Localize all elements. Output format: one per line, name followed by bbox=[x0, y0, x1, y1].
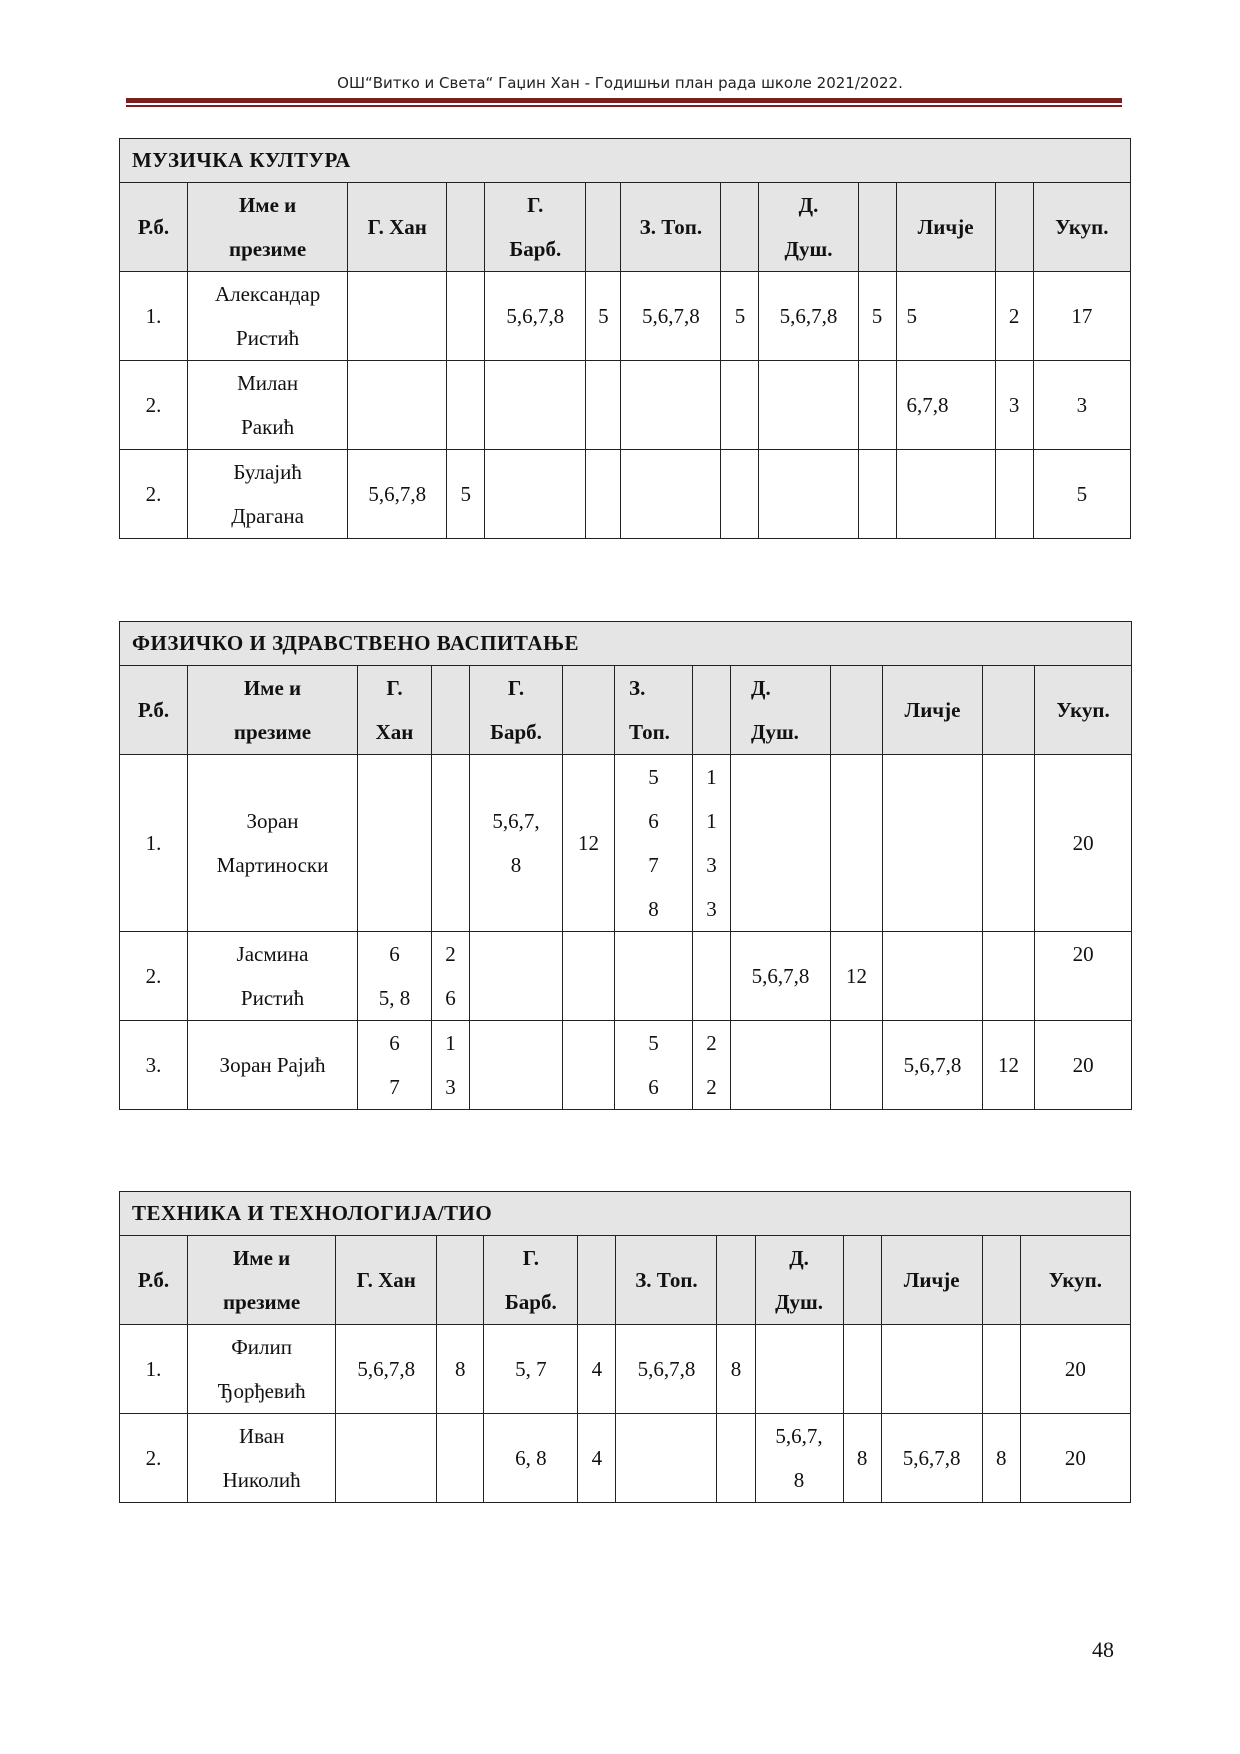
header-cell bbox=[717, 1236, 755, 1325]
header-cell: Личје bbox=[881, 1236, 982, 1325]
table-cell bbox=[995, 450, 1033, 539]
table-cell bbox=[759, 361, 858, 450]
table-cell: 8 bbox=[843, 1414, 881, 1503]
table-cell: 6, 8 bbox=[484, 1414, 578, 1503]
header-cell: Укуп. bbox=[1033, 183, 1130, 272]
header-cell: Име и презиме bbox=[188, 666, 358, 755]
table-cell: 5,6,7,8 bbox=[485, 272, 586, 361]
table-cell: 20 bbox=[1020, 1414, 1130, 1503]
table-cell bbox=[615, 932, 693, 1021]
table-cell: 1. bbox=[120, 272, 188, 361]
table-cell bbox=[896, 450, 995, 539]
physical-education-table bbox=[119, 621, 1132, 1110]
table-cell: 17 bbox=[1033, 272, 1130, 361]
header-cell: Д. Душ. bbox=[755, 1236, 843, 1325]
table-row bbox=[120, 272, 1131, 361]
header-cell bbox=[831, 666, 883, 755]
header-cell: Г. Хан bbox=[348, 183, 447, 272]
header-cell: Укуп. bbox=[1035, 666, 1132, 755]
table-cell: Филип Ђорђевић bbox=[188, 1325, 336, 1414]
table-cell: 5 6 bbox=[615, 1021, 693, 1110]
header-cell bbox=[432, 666, 470, 755]
header-cell: Г. Хан bbox=[358, 666, 432, 755]
header-cell bbox=[843, 1236, 881, 1325]
table-cell bbox=[586, 450, 621, 539]
table-cell bbox=[447, 272, 485, 361]
table-cell: Зоран Мартиноски bbox=[188, 755, 358, 932]
table-cell: Александар Ристић bbox=[188, 272, 348, 361]
table-cell bbox=[470, 932, 563, 1021]
table-cell: 1. bbox=[120, 755, 188, 932]
table-cell: 20 bbox=[1035, 755, 1132, 932]
table-cell bbox=[721, 361, 759, 450]
table-row bbox=[120, 1414, 1131, 1503]
table-cell: 5,6,7,8 bbox=[616, 1325, 717, 1414]
header-cell: Г. Барб. bbox=[484, 1236, 578, 1325]
table-cell bbox=[731, 1021, 831, 1110]
table-cell: 5, 7 bbox=[484, 1325, 578, 1414]
table-cell: 3. bbox=[120, 1021, 188, 1110]
table-cell: 8 bbox=[717, 1325, 755, 1414]
table-cell: 5 bbox=[721, 272, 759, 361]
table-cell bbox=[358, 755, 432, 932]
header-cell bbox=[858, 183, 896, 272]
table-cell: 12 bbox=[983, 1021, 1035, 1110]
table-cell bbox=[721, 450, 759, 539]
table-cell bbox=[693, 932, 731, 1021]
table-row bbox=[120, 1021, 1132, 1110]
table-cell: 20 bbox=[1035, 932, 1132, 1021]
header-cell bbox=[563, 666, 615, 755]
table-row bbox=[120, 932, 1132, 1021]
table-cell: 1 1 3 3 bbox=[693, 755, 731, 932]
table-cell: 3 bbox=[1033, 361, 1130, 450]
header-cell: Г. Барб. bbox=[485, 183, 586, 272]
table-cell bbox=[432, 755, 470, 932]
table-cell: 2. bbox=[120, 932, 188, 1021]
table-cell: 5,6,7, 8 bbox=[755, 1414, 843, 1503]
header-cell: З. Топ. bbox=[621, 183, 721, 272]
table-cell: Зоран Рајић bbox=[188, 1021, 358, 1110]
header-cell bbox=[995, 183, 1033, 272]
table-cell: 12 bbox=[563, 755, 615, 932]
header-cell: Личје bbox=[896, 183, 995, 272]
table-cell bbox=[831, 1021, 883, 1110]
table-cell: 5,6,7,8 bbox=[881, 1414, 982, 1503]
table-cell: 8 bbox=[437, 1325, 484, 1414]
header-cell bbox=[721, 183, 759, 272]
table-cell: 2 2 bbox=[693, 1021, 731, 1110]
table-cell: 5 bbox=[858, 272, 896, 361]
header-cell: З. Топ. bbox=[616, 1236, 717, 1325]
table-cell bbox=[616, 1414, 717, 1503]
table-cell bbox=[348, 361, 447, 450]
table-cell: 2. bbox=[120, 1414, 188, 1503]
table-cell bbox=[470, 1021, 563, 1110]
technology-table bbox=[119, 1191, 1131, 1503]
table-cell bbox=[982, 1325, 1020, 1414]
header-cell: З. Топ. bbox=[615, 666, 693, 755]
table-cell: 1 3 bbox=[432, 1021, 470, 1110]
table-cell: 2. bbox=[120, 361, 188, 450]
table-cell bbox=[717, 1414, 755, 1503]
table-cell bbox=[755, 1325, 843, 1414]
header-cell: Р.б. bbox=[120, 1236, 188, 1325]
table-cell bbox=[348, 272, 447, 361]
header-cell: Г. Хан bbox=[336, 1236, 437, 1325]
header-cell: Име и презиме bbox=[188, 183, 348, 272]
table-cell: 6 7 bbox=[358, 1021, 432, 1110]
table-cell: 5 bbox=[1033, 450, 1130, 539]
header-cell: Д. Душ. bbox=[759, 183, 858, 272]
table-cell: 8 bbox=[982, 1414, 1020, 1503]
table-cell: 2. bbox=[120, 450, 188, 539]
header-cell bbox=[983, 666, 1035, 755]
header-cell bbox=[447, 183, 485, 272]
header-cell bbox=[586, 183, 621, 272]
table-cell bbox=[759, 450, 858, 539]
header-cell bbox=[578, 1236, 616, 1325]
table-cell bbox=[983, 932, 1035, 1021]
table-cell bbox=[983, 755, 1035, 932]
table-cell: 6,7,8 bbox=[896, 361, 995, 450]
table-cell: 5,6,7,8 bbox=[759, 272, 858, 361]
header-rule-thick bbox=[126, 98, 1122, 103]
header-text: ОШ“Витко и Света“ Гаџин Хан - Годишњи план рада школе 2021/2022. bbox=[337, 74, 903, 92]
table-cell bbox=[563, 1021, 615, 1110]
music-table bbox=[119, 138, 1131, 539]
table-cell: Јасмина Ристић bbox=[188, 932, 358, 1021]
header-cell bbox=[437, 1236, 484, 1325]
table-cell: 3 bbox=[995, 361, 1033, 450]
table-cell: 2 bbox=[995, 272, 1033, 361]
header-cell: Р.б. bbox=[120, 183, 188, 272]
table-cell: 5 bbox=[447, 450, 485, 539]
table-cell bbox=[336, 1414, 437, 1503]
table-cell bbox=[883, 932, 983, 1021]
table-cell bbox=[731, 755, 831, 932]
table-row bbox=[120, 755, 1132, 932]
table-cell bbox=[563, 932, 615, 1021]
table-cell bbox=[621, 450, 721, 539]
table-cell bbox=[858, 450, 896, 539]
table-cell: 6 5, 8 bbox=[358, 932, 432, 1021]
table-title: МУЗИЧКА КУЛТУРА bbox=[120, 139, 1131, 183]
table-cell bbox=[437, 1414, 484, 1503]
table-cell: 4 bbox=[578, 1325, 616, 1414]
table-cell: 1. bbox=[120, 1325, 188, 1414]
table-cell: 5,6,7, 8 bbox=[470, 755, 563, 932]
table-title: ТЕХНИКА И ТЕХНОЛОГИЈА/ТИО bbox=[120, 1192, 1131, 1236]
header-cell bbox=[982, 1236, 1020, 1325]
table-row bbox=[120, 361, 1131, 450]
page-number: 48 bbox=[1092, 1637, 1114, 1662]
table-row bbox=[120, 450, 1131, 539]
table-cell: 5 6 7 8 bbox=[615, 755, 693, 932]
table-cell: Иван Николић bbox=[188, 1414, 336, 1503]
table-title: ФИЗИЧКО И ЗДРАВСТВЕНО ВАСПИТАЊЕ bbox=[120, 622, 1132, 666]
table-cell: Булајић Драгана bbox=[188, 450, 348, 539]
table-cell bbox=[883, 755, 983, 932]
header-cell: Личје bbox=[883, 666, 983, 755]
table-cell: 5,6,7,8 bbox=[731, 932, 831, 1021]
table-cell: 20 bbox=[1020, 1325, 1130, 1414]
header-cell: Име и презиме bbox=[188, 1236, 336, 1325]
table-cell: 20 bbox=[1035, 1021, 1132, 1110]
table-cell: 5 bbox=[586, 272, 621, 361]
table-cell bbox=[831, 755, 883, 932]
table-cell: 2 6 bbox=[432, 932, 470, 1021]
table-cell: 5 bbox=[896, 272, 995, 361]
table-cell: 5,6,7,8 bbox=[336, 1325, 437, 1414]
header-rule-thin bbox=[126, 105, 1122, 107]
table-cell bbox=[485, 361, 586, 450]
table-cell bbox=[586, 361, 621, 450]
table-cell bbox=[447, 361, 485, 450]
table-cell bbox=[881, 1325, 982, 1414]
table-cell: 12 bbox=[831, 932, 883, 1021]
table-cell bbox=[858, 361, 896, 450]
header-cell: Укуп. bbox=[1020, 1236, 1130, 1325]
header-cell: Д. Душ. bbox=[731, 666, 831, 755]
table-row bbox=[120, 1325, 1131, 1414]
table-cell: 5,6,7,8 bbox=[883, 1021, 983, 1110]
table-cell bbox=[843, 1325, 881, 1414]
header-cell: Р.б. bbox=[120, 666, 188, 755]
table-cell: 5,6,7,8 bbox=[621, 272, 721, 361]
table-cell: 5,6,7,8 bbox=[348, 450, 447, 539]
header-cell bbox=[693, 666, 731, 755]
table-cell: Милан Ракић bbox=[188, 361, 348, 450]
table-cell: 4 bbox=[578, 1414, 616, 1503]
table-cell bbox=[485, 450, 586, 539]
table-cell bbox=[621, 361, 721, 450]
header-cell: Г. Барб. bbox=[470, 666, 563, 755]
